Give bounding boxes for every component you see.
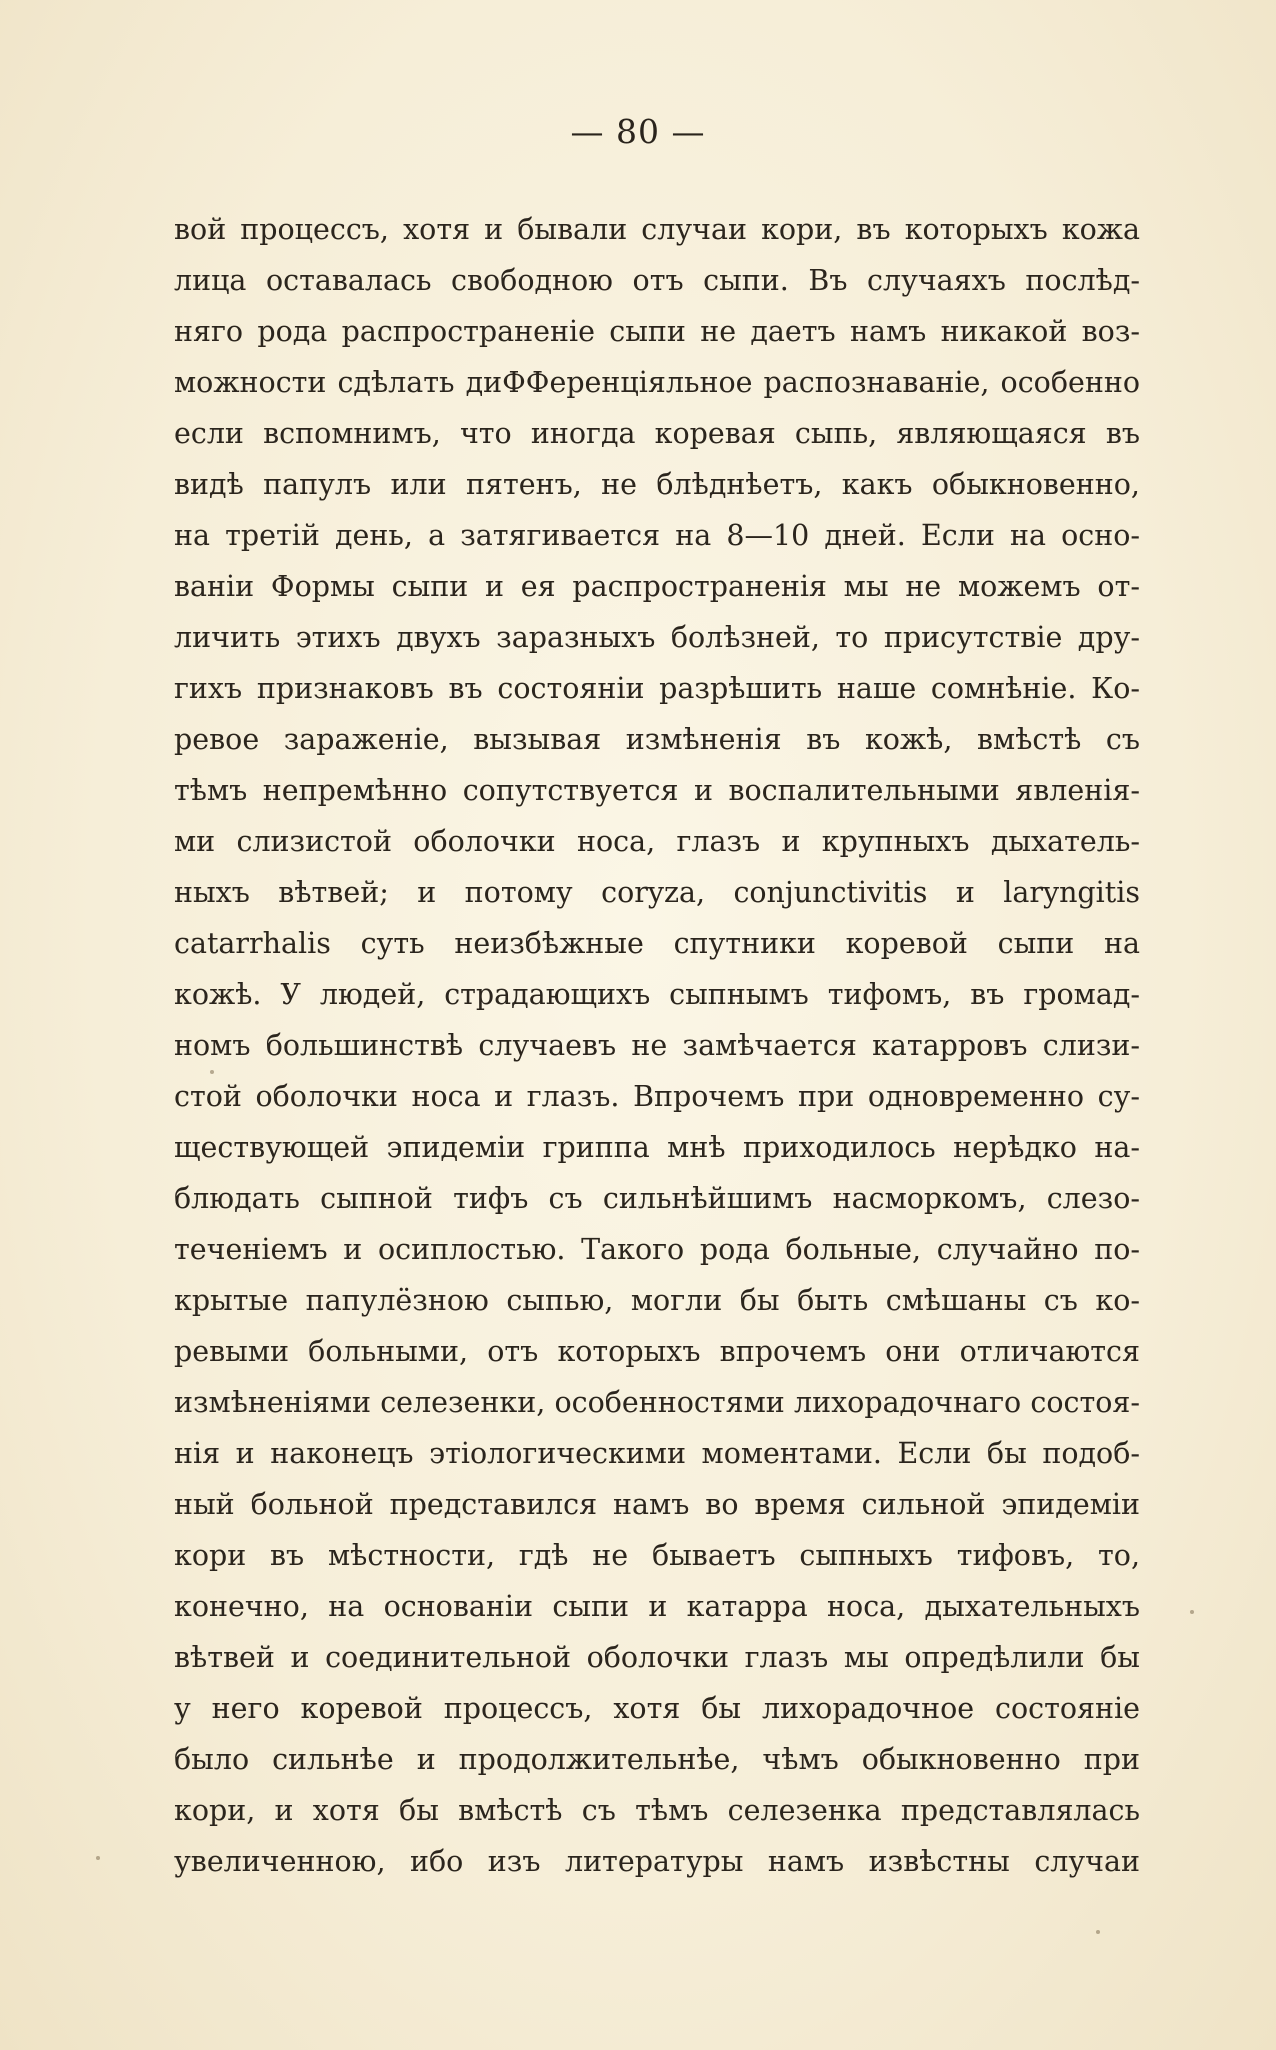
page-number: — 80 — [570,112,706,151]
text-line: тѣмъ непремѣнно сопутствуется и воспалительными явленія- [174,774,1140,807]
text-line: ми слизистой оболочки носа, глазъ и крупныхъ дыхатель- [174,825,1140,858]
text-line: увеличенною, ибо изъ литературы намъ извѣстны случаи [174,1845,1140,1878]
text-line: крытые папулёзною сыпью, могли бы быть смѣшаны съ ко- [174,1284,1140,1317]
text-line: было сильнѣе и продолжительнѣе, чѣмъ обыкновенно при [174,1743,1140,1776]
text-line: номъ большинствѣ случаевъ не замѣчается катарровъ слизи- [174,1029,1140,1062]
text-line: лица оставалась свободною отъ сыпи. Въ случаяхъ послѣд- [174,264,1140,297]
paper-speck [1096,1930,1100,1934]
text-line: гихъ признаковъ въ состояніи разрѣшить наше сомнѣніе. Ко- [174,672,1140,705]
text-line: кори, и хотя бы вмѣстѣ съ тѣмъ селезенка представлялась [174,1794,1140,1827]
text-line: конечно, на основаніи сыпи и катарра носа, дыхательныхъ [174,1590,1140,1623]
paper-speck [1190,1610,1194,1614]
text-line: кори въ мѣстности, гдѣ не бываетъ сыпныхъ тифовъ, то, [174,1539,1140,1572]
text-line: стой оболочки носа и глазъ. Впрочемъ при одновременно су- [174,1080,1140,1113]
paper-speck [210,1070,214,1074]
text-line: кожѣ. У людей, страдающихъ сыпнымъ тифомъ, въ громад- [174,978,1140,1011]
text-line: ществующей эпидеміи гриппа мнѣ приходилось нерѣдко на- [174,1131,1140,1164]
paper-speck [96,1856,100,1860]
text-line: ваніи Формы сыпи и ея распространенія мы не можемъ от- [174,570,1140,603]
text-line: теченіемъ и осиплостью. Такого рода больные, случайно по- [174,1233,1140,1266]
text-line: вѣтвей и соединительной оболочки глазъ мы опредѣлили бы [174,1641,1140,1674]
text-line: блюдать сыпной тифъ съ сильнѣйшимъ насморкомъ, слезо- [174,1182,1140,1215]
body-text [174,204,1140,1887]
text-line: если вспомнимъ, что иногда коревая сыпь, являющаяся въ [174,417,1140,450]
text-line: личить этихъ двухъ заразныхъ болѣзней, то присутствіе дру- [174,621,1140,654]
text-line: измѣненіями селезенки, особенностями лихорадочнаго состоя- [174,1386,1140,1419]
text-line: вой процессъ, хотя и бывали случаи кори, въ которыхъ кожа [174,213,1140,246]
text-line: на третій день, а затягивается на 8—10 дней. Если на осно- [174,519,1140,552]
text-line: у него коревой процессъ, хотя бы лихорадочное состояніе [174,1692,1140,1725]
text-line: нія и наконецъ этіологическими моментами. Если бы подоб- [174,1437,1140,1470]
text-line: ревыми больными, отъ которыхъ впрочемъ они отличаются [174,1335,1140,1368]
text-line: ный больной представился намъ во время сильной эпидеміи [174,1488,1140,1521]
text-line: ревое зараженіе, вызывая измѣненія въ кожѣ, вмѣстѣ съ [174,723,1140,756]
text-line: ныхъ вѣтвей; и потому coryza, conjunctivitis и laryngitis [174,876,1140,909]
text-line: catarrhalis суть неизбѣжные спутники коревой сыпи на [174,927,1140,960]
text-line: видѣ папулъ или пятенъ, не блѣднѣетъ, какъ обыкновенно, [174,468,1140,501]
text-line: можности сдѣлать диФФеренціяльное распознаваніе, особенно [174,366,1140,399]
text-line: няго рода распространеніе сыпи не даетъ намъ никакой воз- [174,315,1140,348]
